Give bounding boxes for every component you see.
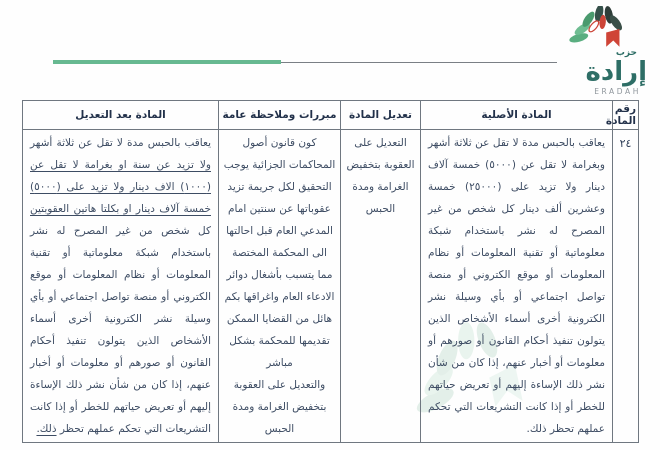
article-row <box>23 130 639 443</box>
header-row <box>23 101 639 130</box>
letterhead-green-rule <box>53 60 281 64</box>
header-amended-article: المادة بعد التعديل <box>23 101 219 130</box>
amended-text-part2: كل شخص من غير المصرح له نشر باستخدام شبكة معلوماتية أو تقنية المعلومات أو نظام المعلومات أو موقع الكتروني أو منصة تواصل اجتماعي أو بأي وسيلة نشر الكترونية أخرى أسماء الأشخاص الذين يتولون تنفيذ أحكام القانون أو صورهم أو معلومات أو أخبار عنهم، إذا كان من شأن نشر ذلك الإساءة إليهم أو تعريض حياتهم للخطر أو إذا كانت التشريعات التي تحكم عملهم تحظر <box>30 225 211 435</box>
cell-article-number: ٢٤ <box>613 130 639 443</box>
eradah-logo <box>543 6 647 96</box>
amended-underlined-part2: ذلك. <box>36 423 57 435</box>
amended-text-part1: يعاقب بالحبس مدة لا تقل عن ثلاثة أشهر <box>30 137 211 149</box>
amended-underlined-part1: ولا تزيد عن سنة او بغرامة لا تقل عن (١٠٠٠) الاف دينار ولا تزيد على (٥٠٠٠) خمسة آلاف دينار او بكلتا هاتين العقوبتين <box>30 159 211 215</box>
justification-paragraph-1: كون قانون أصول المحاكمات الجزائية يوجب التحقيق لكل جريمة تزيد عقوباتها عن سنتين امام المدعي العام قبل احالتها الى المحكمة المختصة مما يتسبب بأشغال دوائر الادعاء العام واغراقها بكم هائل من القضايا الممكن تقديمها للمحكمة بشكل مباشر <box>223 137 336 369</box>
header-amendment-type: تعديل المادة <box>341 101 421 130</box>
logo-name-latin: ERADAH <box>594 87 641 96</box>
cell-justification <box>219 130 341 443</box>
logo-name-arabic: إرادة <box>585 57 647 87</box>
leaves-emblem-icon <box>567 6 633 52</box>
header-original-article: المادة الأصلية <box>421 101 613 130</box>
justification-paragraph-2: والتعديل على العقوبة بتخفيض الغرامة ومدة الحبس <box>232 379 327 435</box>
amendment-comparison-table <box>22 100 639 443</box>
letterhead-gray-rule <box>281 62 557 63</box>
logo-party-word: حزب <box>615 48 637 58</box>
cell-amendment-type: التعديل على العقوبة بتخفيض الغرامة ومدة الحبس <box>341 130 421 443</box>
header-justification: مبررات وملاحظة عامة <box>219 101 341 130</box>
header-article-number: رقم المادة <box>613 101 639 130</box>
cell-amended-article <box>23 130 219 443</box>
cell-original-article: يعاقب بالحبس مدة لا تقل عن ثلاثة أشهر وبغرامة لا تقل عن (٥٠٠٠) خمسة آلاف دينار ولا تزيد على (٢٥٠٠٠) خمسة وعشرين ألف دينار كل شخص من غير المصرح له نشر باستخدام شبكة معلوماتية أو تقنية المعلومات أو نظام المعلومات أو موقع الكتروني أو منصة تواصل اجتماعي أو بأي وسيلة نشر الكترونية أخرى أسماء الأشخاص الذين يتولون تنفيذ أحكام القانون أو صورهم أو معلومات أو أخبار عنهم، إذا كان من شأن نشر ذلك الإساءة إليهم أو تعريض حياتهم للخطر أو إذا كانت التشريعات التي تحكم عملهم تحظر ذلك. <box>421 130 613 443</box>
